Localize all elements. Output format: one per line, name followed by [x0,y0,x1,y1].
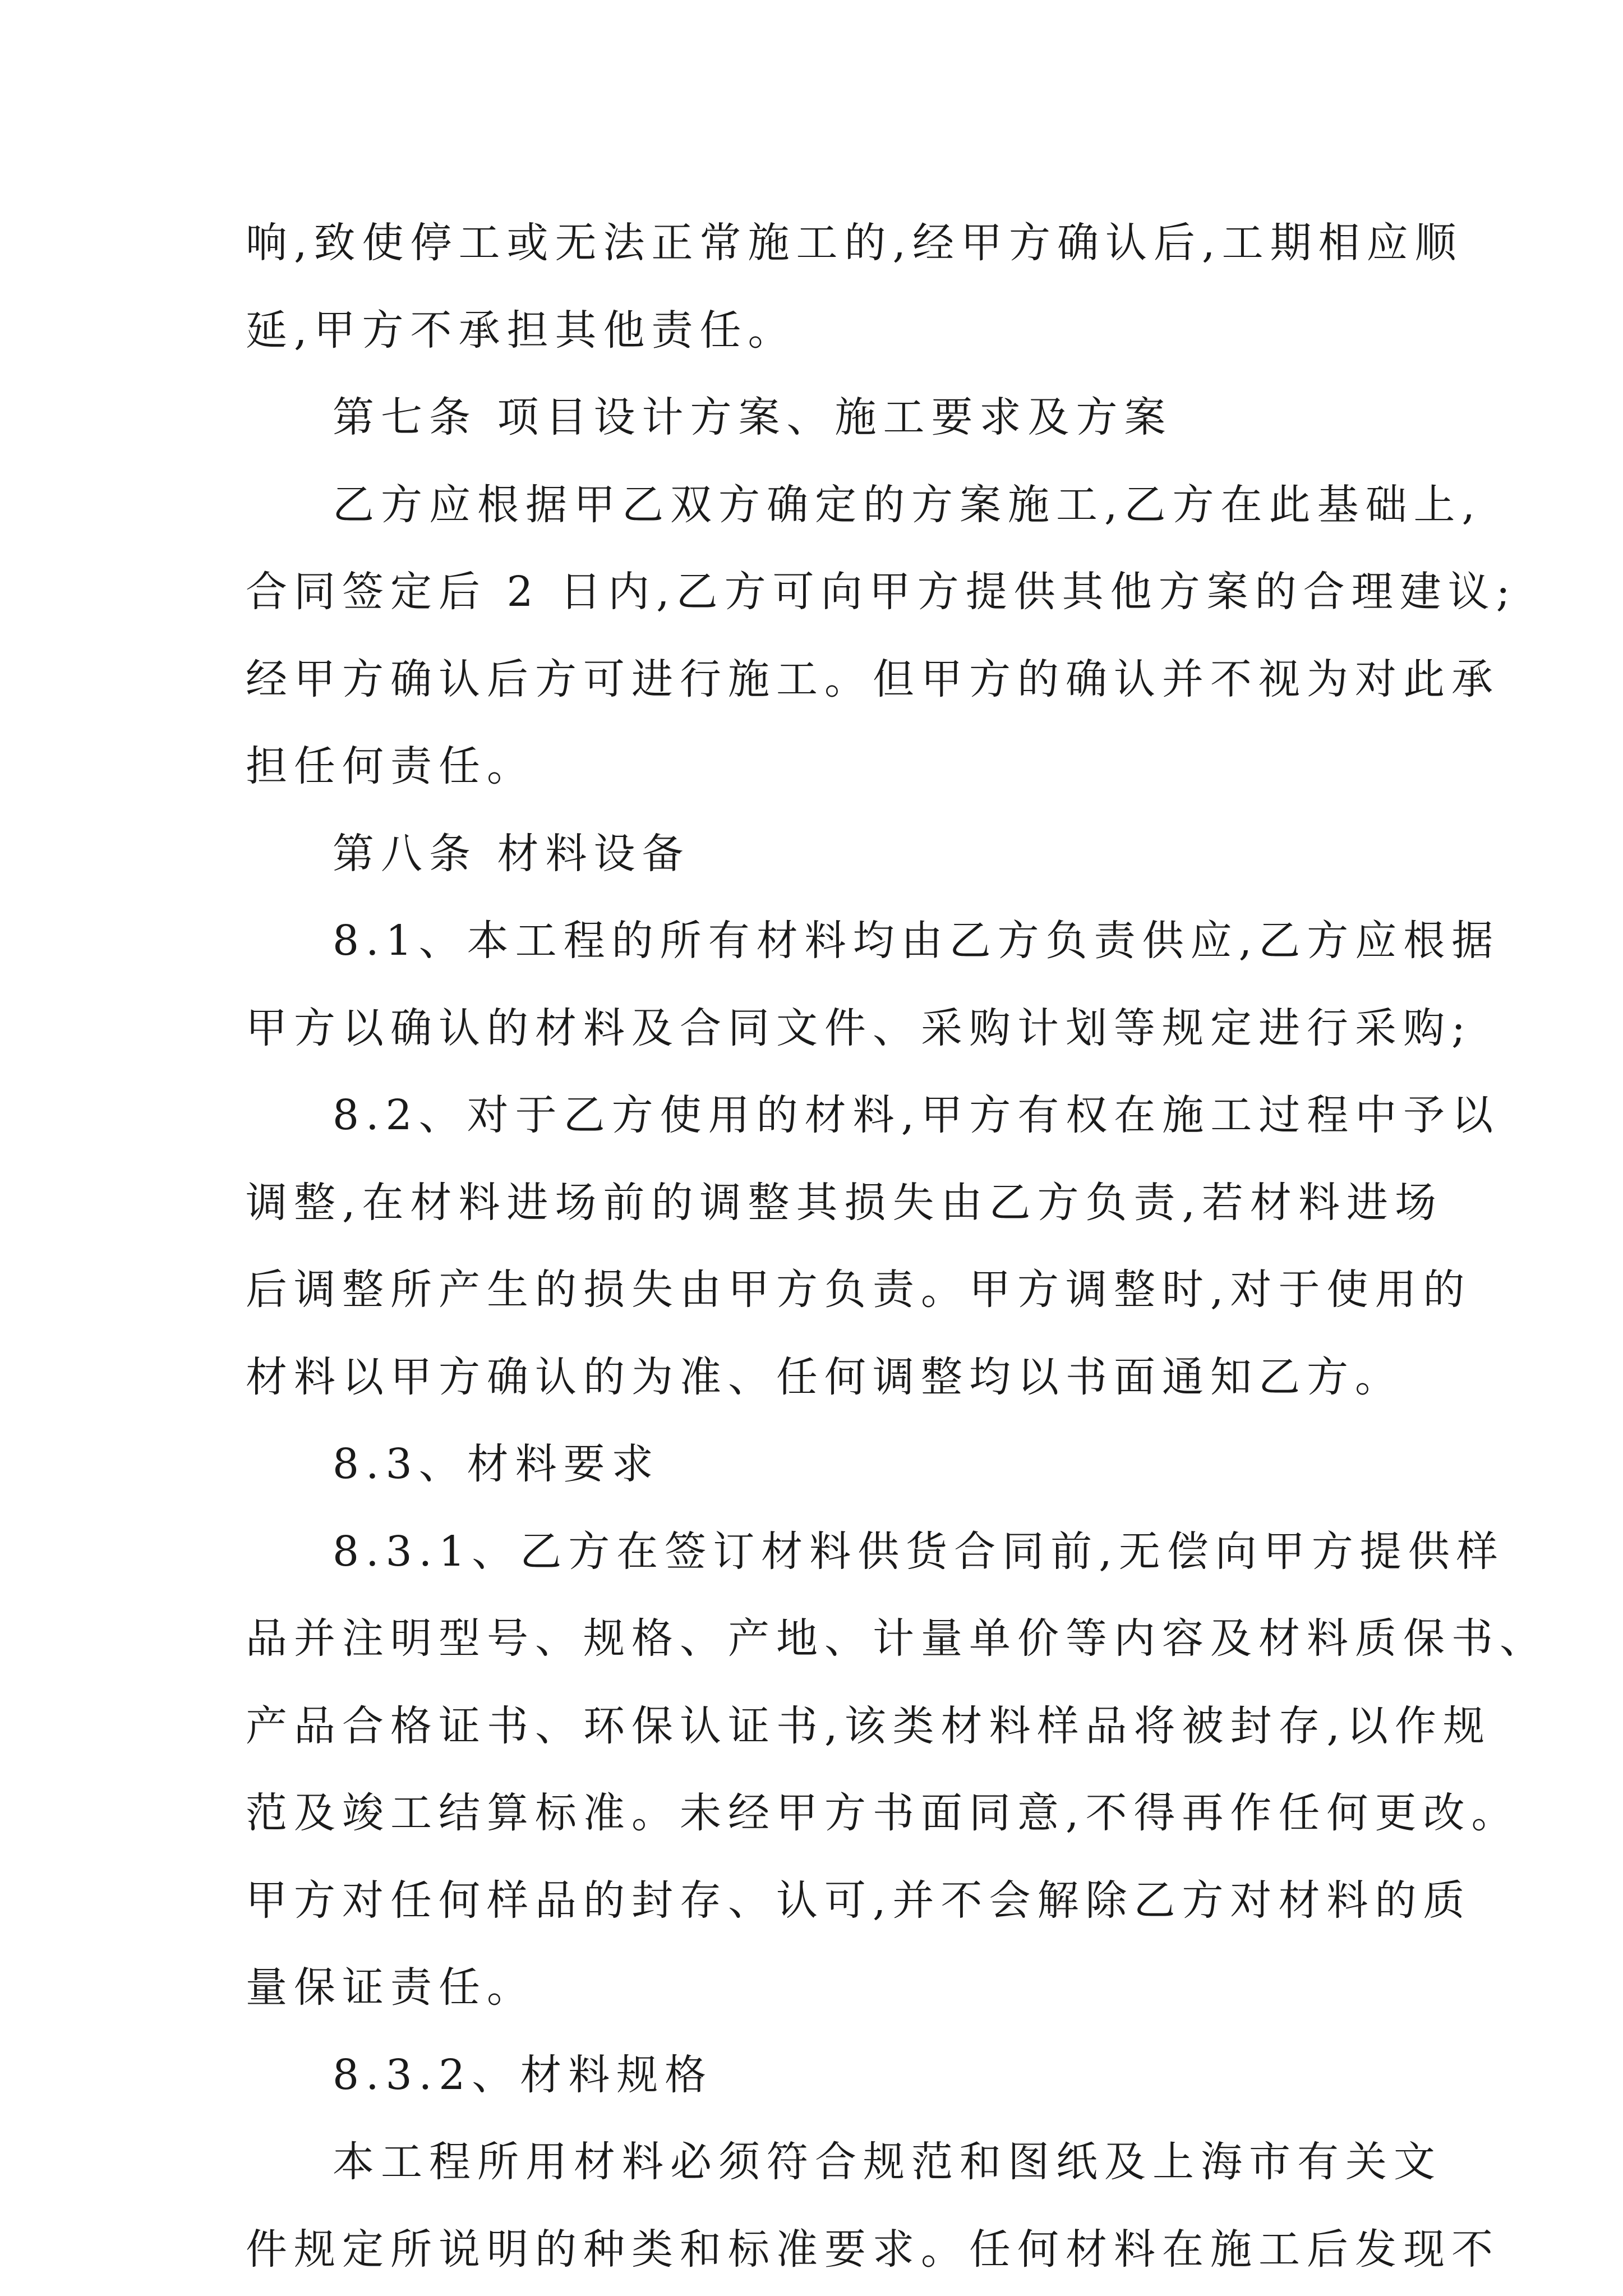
clause-8-3-heading: 8.3、材料要求 [333,1440,660,1488]
article-heading: 第八条 材料设备 [333,829,690,878]
clause-8-2: 8.2、对于乙方使用的材料,甲方有权在施工过程中予以 [333,1091,1500,1139]
text-line: 调整,在材料进场前的调整其损失由乙方负责,若材料进场 [246,1178,1444,1227]
text-line: 品并注明型号、规格、产地、计量单价等内容及材料质保书、 [246,1614,1548,1663]
clause-8-3-2-heading: 8.3.2、材料规格 [333,2050,713,2099]
text-line: 甲方以确认的材料及合同文件、采购计划等规定进行采购; [246,1004,1472,1052]
text-line: 响,致使停工或无法正常施工的,经甲方确认后,工期相应顺 [246,219,1463,267]
clause-8-3-1: 8.3.1、乙方在签订材料供货合同前,无偿向甲方提供样 [333,1527,1505,1576]
text-line: 范及竣工结算标准。未经甲方书面同意,不得再作任何更改。 [246,1789,1520,1837]
paragraph-start: 本工程所用材料必须符合规范和图纸及上海市有关文 [333,2138,1442,2186]
text-line: 产品合格证书、环保认证书,该类材料样品将被封存,以作规 [246,1701,1492,1750]
clause-8-1: 8.1、本工程的所有材料均由乙方负责供应,乙方应根据 [333,917,1500,965]
document-body [246,200,1548,2293]
text-line: 担任何责任。 [246,742,535,790]
text-line: 合同签定后 2 日内,乙方可向甲方提供其他方案的合理建议; [246,568,1517,616]
text-line: 件规定所说明的种类和标准要求。任何材料在施工后发现不 [246,2225,1500,2274]
paragraph-start: 乙方应根据甲乙双方确定的方案施工,乙方在此基础上, [333,480,1482,529]
text-line: 经甲方确认后方可进行施工。但甲方的确认并不视为对此承 [246,655,1500,703]
article-heading: 第七条 项目设计方案、施工要求及方案 [333,393,1173,441]
text-line: 材料以甲方确认的为准、任何调整均以书面通知乙方。 [246,1352,1403,1401]
text-line: 延,甲方不承担其他责任。 [246,306,796,355]
text-line: 后调整所产生的损失由甲方负责。甲方调整时,对于使用的 [246,1266,1472,1314]
text-line: 量保证责任。 [246,1963,535,2012]
text-line: 甲方对任何样品的封存、认可,并不会解除乙方对材料的质 [246,1876,1472,1925]
